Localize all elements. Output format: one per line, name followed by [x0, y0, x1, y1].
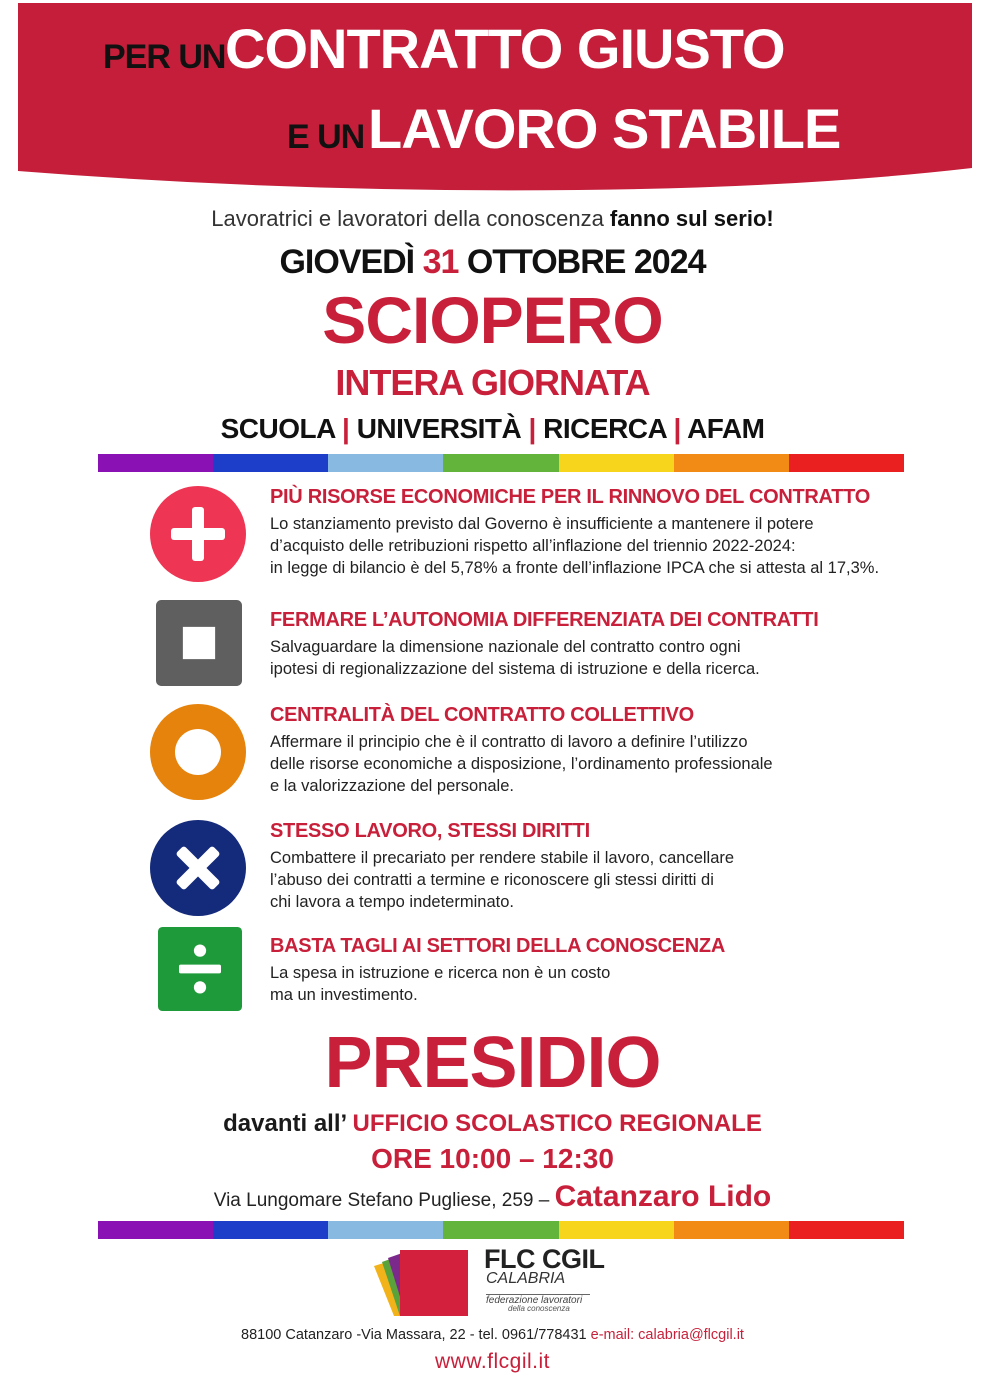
subtitle-bold: fanno sul serio! [609, 206, 774, 231]
demand-line: ipotesi di regionalizzazione del sistema di istruzione e della ricerca. [270, 660, 760, 678]
rainbow-segment [674, 454, 789, 472]
demand-line: Lo stanziamento previsto dal Governo è insufficiente a mantenere il potere [270, 515, 814, 533]
sector-school: SCUOLA [220, 413, 335, 444]
demand-line: e la valorizzazione del personale. [270, 777, 514, 795]
plus-icon [150, 486, 246, 582]
header-line1-big: CONTRATTO GIUSTO [225, 17, 785, 80]
rainbow-segment [789, 1221, 904, 1239]
rainbow-segment [443, 454, 558, 472]
demand-body [270, 731, 910, 797]
demand-text [270, 609, 910, 680]
footer-website[interactable]: www.flcgil.it [434, 1350, 551, 1373]
rainbow-segment [328, 454, 443, 472]
flc-cgil-logo [372, 1244, 612, 1318]
presidio-address [0, 1180, 985, 1214]
footer-contacts [0, 1327, 985, 1343]
strike-subtitle: INTERA GIORNATA [335, 362, 650, 403]
demand-line: delle risorse economiche a disposizione, l’ordinamento professionale [270, 755, 773, 773]
sector-afam: AFAM [687, 413, 765, 444]
date-number: 31 [422, 243, 459, 281]
demand-line: Salvaguardare la dimensione nazionale del contratto contro ogni [270, 638, 741, 656]
logo-name: FLC CGIL [484, 1244, 605, 1274]
presidio-time: ORE 10:00 – 12:30 [371, 1143, 614, 1174]
demand-body [270, 962, 910, 1006]
demand-text [270, 704, 910, 797]
subtitle-text: Lavoratrici e lavoratori della conoscenza [211, 206, 610, 231]
demand-text [270, 486, 910, 579]
demand-title: BASTA TAGLI AI SETTORI DELLA CONOSCENZA [270, 935, 725, 957]
demand-title: CENTRALITÀ DEL CONTRATTO COLLETTIVO [270, 704, 694, 726]
demand-line: Affermare il principio che è il contratto di lavoro a definire l’utilizzo [270, 733, 748, 751]
sectors-list [0, 413, 985, 445]
presidio-location [0, 1110, 985, 1138]
demand-title: STESSO LAVORO, STESSI DIRITTI [270, 820, 590, 842]
logo-mark [372, 1246, 472, 1318]
rainbow-divider-top [98, 454, 904, 472]
demand-body [270, 513, 910, 579]
rainbow-segment [674, 1221, 789, 1239]
demand-text [270, 935, 910, 1006]
logo-region: CALABRIA [486, 1270, 566, 1287]
circle-icon [150, 704, 246, 800]
demand-line: Combattere il precariato per rendere stabile il lavoro, cancellare [270, 849, 735, 867]
rainbow-segment [559, 454, 674, 472]
presidio-title: PRESIDIO [324, 1023, 661, 1103]
demand-line: La spesa in istruzione e ricerca non è un costo [270, 964, 611, 982]
header-line2-big: LAVORO STABILE [368, 97, 841, 160]
sector-research: RICERCA [543, 413, 667, 444]
sector-separator: | [521, 413, 544, 444]
rainbow-segment [98, 1221, 213, 1239]
footer-email[interactable]: e-mail: calabria@flcgil.it [590, 1327, 744, 1343]
demand-title: PIÙ RISORSE ECONOMICHE PER IL RINNOVO DEL CONTRATTO [270, 486, 870, 508]
logo-tagline: federazione lavoratori [486, 1294, 590, 1306]
demand-text [270, 820, 910, 913]
cross-icon [150, 820, 246, 916]
date-month-year: OTTOBRE 2024 [458, 243, 706, 281]
header-line1-small: PER UN [103, 38, 226, 76]
date-day: GIOVEDÌ [279, 243, 423, 281]
rainbow-segment [213, 1221, 328, 1239]
square-icon [154, 600, 244, 686]
demand-line: d’acquisto delle retribuzioni rispetto all’inflazione del triennio 2022-2024: [270, 537, 796, 555]
demand-line: l’abuso dei contratti a termine e riconoscere gli stessi diritti di [270, 871, 714, 889]
footer-address: 88100 Catanzaro -Via Massara, 22 - tel. 0961/778431 [241, 1327, 591, 1343]
divide-icon [156, 927, 244, 1011]
rainbow-segment [789, 454, 904, 472]
demand-body [270, 847, 910, 913]
rainbow-segment [443, 1221, 558, 1239]
sector-university: UNIVERSITÀ [356, 413, 522, 444]
presidio-city: Catanzaro Lido [554, 1180, 772, 1213]
presidio-davanti: davanti all’ [223, 1110, 353, 1137]
strike-title: SCIOPERO [322, 283, 663, 357]
rainbow-segment [559, 1221, 674, 1239]
strike-date [0, 243, 985, 282]
presidio-street: Via Lungomare Stefano Pugliese, 259 – [213, 1190, 555, 1211]
demand-body [270, 636, 910, 680]
sector-separator: | [334, 413, 357, 444]
subtitle [0, 206, 985, 232]
rainbow-segment [98, 454, 213, 472]
rainbow-segment [328, 1221, 443, 1239]
demand-line: chi lavora a tempo indeterminato. [270, 893, 514, 911]
demand-line: ma un investimento. [270, 986, 418, 1004]
header-line2-small: E UN [287, 118, 365, 156]
rainbow-divider-bottom [98, 1221, 904, 1239]
presidio-place: UFFICIO SCOLASTICO REGIONALE [352, 1110, 762, 1137]
sector-separator: | [666, 413, 688, 444]
demand-line: in legge di bilancio è del 5,78% a fronte dell’inflazione IPCA che si attesta al 17,3%. [270, 559, 880, 577]
logo-tagline-2: della conoscenza [508, 1304, 570, 1313]
demand-title: FERMARE L’AUTONOMIA DIFFERENZIATA DEI CONTRATTI [270, 609, 819, 631]
rainbow-segment [213, 454, 328, 472]
